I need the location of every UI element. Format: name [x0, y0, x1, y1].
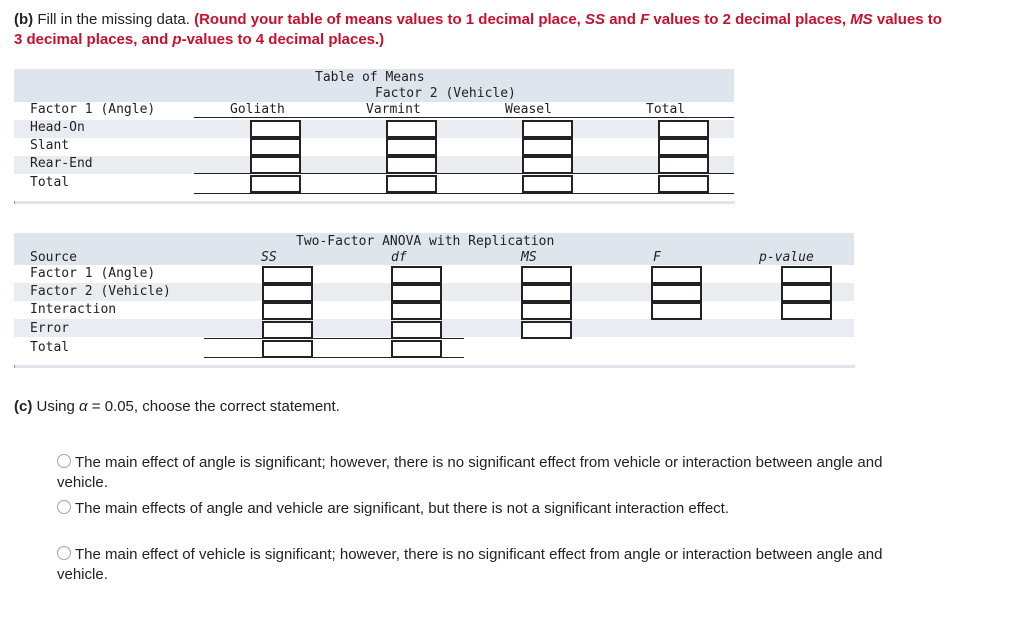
table-footer-band	[14, 365, 855, 368]
row-rear-end: Rear-End	[30, 156, 93, 171]
col-f: F	[653, 250, 661, 265]
mean-input[interactable]	[658, 156, 709, 174]
rounding-instruction-4: 3 decimal places, and	[14, 31, 169, 48]
f-term: F	[640, 11, 650, 28]
p-term: p	[172, 31, 182, 48]
ms-input[interactable]	[521, 302, 572, 320]
part-b-instructions	[14, 10, 1014, 50]
f-input[interactable]	[651, 284, 702, 302]
ms-input[interactable]	[521, 284, 572, 302]
ss-input[interactable]	[262, 321, 313, 339]
ss-input[interactable]	[262, 284, 313, 302]
col-df: df	[391, 250, 407, 265]
df-input[interactable]	[391, 321, 442, 339]
means-table-title: Table of Means	[315, 70, 425, 85]
means-row-band	[14, 156, 734, 174]
option-3-text: The main effect of vehicle is significant; however, there is no significant effect from angle or interaction between angle and	[75, 546, 883, 563]
p-value-input[interactable]	[781, 302, 832, 320]
ms-input[interactable]	[521, 321, 572, 339]
ms-term: MS	[850, 11, 873, 28]
table-footer-band	[14, 201, 735, 204]
df-input[interactable]	[391, 266, 442, 284]
row-factor1: Factor 1 (Angle)	[30, 266, 156, 281]
df-input[interactable]	[391, 302, 442, 320]
option-1[interactable]	[57, 453, 987, 493]
header-rule	[194, 117, 734, 118]
f-input[interactable]	[651, 266, 702, 284]
mean-input[interactable]	[250, 175, 301, 193]
mean-input[interactable]	[658, 120, 709, 138]
bottom-rule	[194, 193, 734, 194]
rounding-instruction-3: values to	[876, 11, 942, 28]
mean-input[interactable]	[658, 138, 709, 156]
alpha-symbol: α	[79, 398, 88, 415]
bottom-rule	[204, 357, 464, 358]
ss-input[interactable]	[262, 266, 313, 284]
col-weasel: Weasel	[505, 102, 552, 117]
part-c-label: (c)	[14, 398, 33, 415]
and-word: and	[609, 11, 636, 28]
part-b-label: (b)	[14, 11, 34, 28]
mean-input[interactable]	[386, 175, 437, 193]
row-error: Error	[30, 321, 70, 336]
ss-term: SS	[585, 11, 606, 28]
mean-input[interactable]	[250, 138, 301, 156]
f-input[interactable]	[651, 302, 702, 320]
row-factor2: Factor 2 (Vehicle)	[30, 284, 171, 299]
p-value-input[interactable]	[781, 284, 832, 302]
mean-input[interactable]	[386, 138, 437, 156]
mean-input[interactable]	[522, 175, 573, 193]
df-input[interactable]	[391, 284, 442, 302]
factor1-header: Factor 1 (Angle)	[30, 102, 156, 117]
row-total: Total	[30, 175, 70, 190]
p-value-input[interactable]	[781, 266, 832, 284]
option-1-text-cont: vehicle.	[57, 474, 108, 491]
ss-input[interactable]	[262, 302, 313, 320]
col-total: Total	[646, 102, 686, 117]
ss-input[interactable]	[262, 340, 313, 358]
mean-input[interactable]	[250, 120, 301, 138]
rounding-instruction: (Round your table of means values to 1 decimal place,	[194, 11, 581, 28]
rounding-instruction-2: values to 2 decimal places,	[653, 11, 847, 28]
part-c-text-2: = 0.05, choose the correct statement.	[91, 398, 340, 415]
col-ms: MS	[521, 250, 537, 265]
mean-input[interactable]	[386, 156, 437, 174]
ms-input[interactable]	[521, 266, 572, 284]
option-1-text: The main effect of angle is significant; however, there is no significant effect from vehicle or interaction between angle and	[75, 454, 883, 471]
anova-table-title: Two-Factor ANOVA with Replication	[296, 234, 555, 249]
mean-input[interactable]	[522, 156, 573, 174]
col-varmint: Varmint	[366, 102, 421, 117]
mean-input[interactable]	[658, 175, 709, 193]
col-goliath: Goliath	[230, 102, 285, 117]
col-ss: SS	[261, 250, 277, 265]
part-c-question	[14, 398, 340, 415]
option-3[interactable]	[57, 545, 987, 585]
source-header: Source	[30, 250, 77, 265]
mean-input[interactable]	[522, 120, 573, 138]
means-table	[14, 69, 734, 205]
mean-input[interactable]	[250, 156, 301, 174]
mean-input[interactable]	[386, 120, 437, 138]
df-input[interactable]	[391, 340, 442, 358]
option-3-text-cont: vehicle.	[57, 566, 108, 583]
row-total: Total	[30, 340, 70, 355]
row-slant: Slant	[30, 138, 70, 153]
factor2-header: Factor 2 (Vehicle)	[375, 86, 516, 101]
rounding-instruction-5: -values to 4 decimal places.)	[181, 31, 385, 48]
option-2[interactable]	[57, 499, 987, 519]
part-b-text: Fill in the missing data.	[37, 11, 190, 28]
part-c-text: Using	[36, 398, 75, 415]
total-rule	[194, 173, 734, 174]
means-row-band	[14, 120, 734, 138]
row-interaction: Interaction	[30, 302, 117, 317]
col-p-value: p-value	[759, 250, 814, 265]
option-2-text: The main effects of angle and vehicle are significant, but there is not a significant interaction effect.	[75, 500, 729, 517]
mean-input[interactable]	[522, 138, 573, 156]
row-head-on: Head-On	[30, 120, 85, 135]
total-rule	[204, 338, 464, 339]
anova-table	[14, 233, 854, 373]
